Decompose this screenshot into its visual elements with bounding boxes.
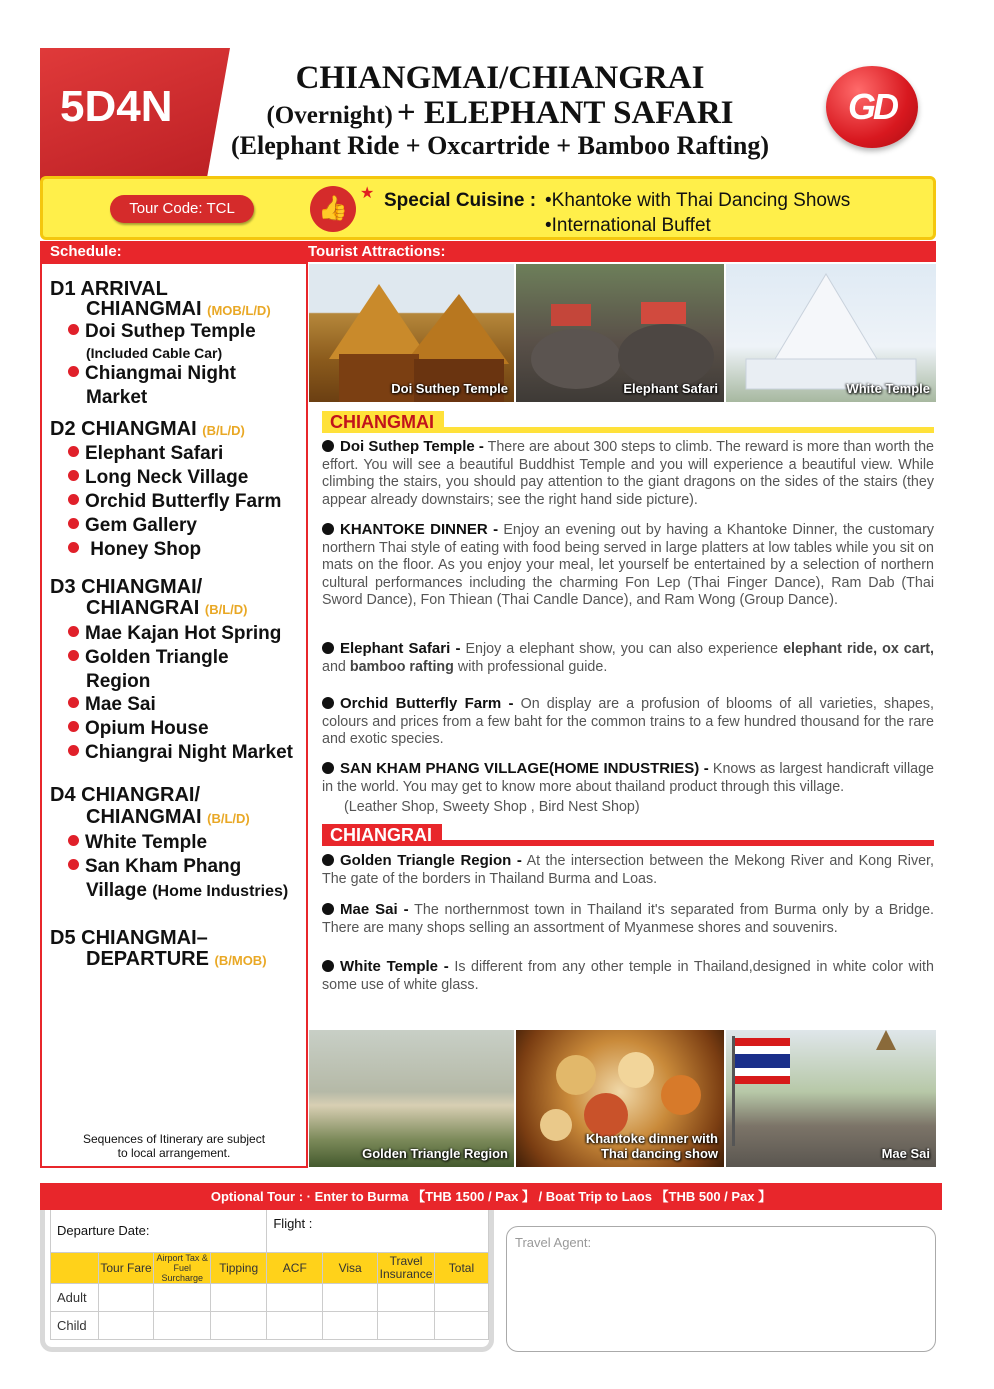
day-3-line-2: CHIANGRAI (86, 597, 200, 619)
cell[interactable] (267, 1283, 323, 1311)
item-text: Region (86, 671, 151, 692)
col-acf: ACF (267, 1252, 323, 1283)
row-child: Child (51, 1311, 99, 1339)
item-sub: (Included Cable Car) (86, 345, 223, 361)
fare-header-row (51, 1252, 489, 1283)
tour-code-pill: Tour Code: TCL (110, 195, 254, 223)
attraction-text: and (322, 658, 346, 675)
special-cuisine-label: Special Cuisine : (384, 190, 537, 211)
attraction-khantoke (322, 521, 934, 610)
day-4-title (50, 785, 200, 805)
item-text: Village (86, 880, 147, 901)
attraction-text: There are about 300 steps to climb. The reward is more than worth the effort. You will see a beautiful Buddhist Temple and you will experience a beautiful view. While climbing the stairs, you should pay attention to the giant dragons on the sides of the stairs (they appear already downstairs; see the right hand side picture). (322, 439, 934, 508)
list-item (68, 622, 281, 645)
item-text: Chiangrai Night Market (85, 742, 293, 763)
item-text: Doi Suthep Temple (85, 321, 256, 342)
day-3-meal: (B/L/D) (204, 602, 248, 617)
day-2-title (50, 419, 245, 441)
title-elephant-safari: + ELEPHANT SAFARI (396, 95, 734, 131)
caption-mae-sai: Mae Sai (881, 1146, 930, 1161)
caption-doi-suthep: Doi Suthep Temple (391, 381, 508, 396)
item-text: Orchid Butterfly Farm (85, 491, 282, 512)
list-item (68, 741, 293, 764)
cell[interactable] (323, 1283, 378, 1311)
cell[interactable] (154, 1311, 210, 1339)
item-text: Long Neck Village (85, 467, 249, 488)
cell[interactable] (210, 1311, 266, 1339)
cell[interactable] (434, 1311, 488, 1339)
travel-agent-box[interactable] (506, 1226, 936, 1352)
cell[interactable] (378, 1311, 435, 1339)
day-4-line-1: D4 CHIANGRAI/ (50, 784, 201, 806)
travel-agent-label: Travel Agent: (515, 1235, 592, 1250)
cell[interactable] (154, 1283, 210, 1311)
cell[interactable] (434, 1283, 488, 1311)
day-2-line-1: D2 CHIANGMAI (50, 418, 197, 440)
cell[interactable] (323, 1311, 378, 1339)
item-text: Opium House (85, 718, 209, 739)
col-tour-fare: Tour Fare (98, 1252, 154, 1283)
attraction-text: Enjoy an evening out by having a Khantoke Dinner, the customary northern Thai style of eating with food being served in large platters at low tables while you sit on mats on the floor. As you enjoy your meal, let yourself be entertained by a selection of northern cultural performances including the charming Fon Lep (Thai Finger Dance), Ram Dab (Thai Sword Dance), Fon Thiean (Thai Candle Dance), and Ram Wong (Group Dance). (322, 522, 934, 608)
list-item-cont (86, 879, 288, 903)
cell[interactable] (267, 1311, 323, 1339)
list-item (68, 646, 229, 669)
list-item-cont (86, 386, 147, 409)
day-5-title-2 (86, 949, 267, 971)
chiangrai-label: CHIANGRAI (322, 824, 442, 846)
attraction-heading: White Temple - (340, 958, 449, 975)
col-airport-tax: Airport Tax & Fuel Surcharge (154, 1252, 210, 1283)
col-tipping: Tipping (210, 1252, 266, 1283)
attraction-heading: Golden Triangle Region - (340, 852, 522, 869)
attraction-mae-sai (322, 901, 934, 937)
col-total: Total (434, 1252, 488, 1283)
attraction-heading: Mae Sai - (340, 901, 409, 918)
item-text: Mae Kajan Hot Spring (85, 623, 282, 644)
attraction-text: The northernmost town in Thailand it's separated from Burma only by a Bridge. There are many shops selling an assortment of Myanmese shores and souvenirs. (322, 902, 935, 936)
attraction-doi-suthep (322, 438, 934, 509)
caption-white-temple: White Temple (846, 381, 930, 396)
attraction-white-temple (322, 958, 934, 994)
day-5-line-2: DEPARTURE (86, 948, 209, 970)
day-4-line-2: CHIANGMAI (86, 806, 202, 828)
list-item (68, 514, 197, 537)
star-icon: ★ (360, 185, 375, 202)
day-1-line-1: D1 ARRIVAL (50, 278, 168, 300)
list-item-cont (86, 670, 150, 693)
title-overnight: (Overnight) (266, 102, 393, 129)
attraction-golden-triangle (322, 852, 934, 888)
attraction-heading: Orchid Butterfly Farm - (340, 695, 514, 712)
attraction-text: Is different from any other temple in Thailand,designed in white color with some use of white glass. (322, 959, 934, 993)
item-text: Gem Gallery (85, 515, 197, 536)
photo-mae-sai (726, 1030, 936, 1167)
table-row (51, 1311, 489, 1339)
schedule-panel (40, 262, 308, 1168)
item-text: Chiangmai Night (85, 363, 236, 384)
note-line-2: to local arrangement. (117, 1146, 231, 1160)
attraction-heading: Doi Suthep Temple - (340, 438, 484, 455)
list-item (68, 831, 207, 854)
logo-text: GD (848, 86, 896, 127)
cuisine-item-2: •International Buffet (545, 215, 711, 236)
fare-table (50, 1210, 489, 1340)
list-item (68, 466, 248, 489)
col-visa: Visa (323, 1252, 378, 1283)
photo-doi-suthep (309, 264, 514, 402)
item-text: San Kham Phang (85, 856, 242, 877)
attraction-text: At the intersection between the Mekong River and Kong River, The gate of the borders in Thailand Burma and Loas. (322, 853, 934, 887)
caption-line-2: Thai dancing show (600, 1146, 718, 1161)
note-line-1: Sequences of Itinerary are subject (82, 1132, 266, 1146)
list-item (68, 855, 241, 878)
attraction-text: Knows as largest handicraft village in the world. You may get to know more about thailand product through this village. (322, 761, 934, 795)
title-line-1: CHIANGMAI/CHIANGRAI (295, 60, 705, 96)
list-item (68, 490, 281, 513)
day-2-meal: (B/L/D) (202, 423, 245, 438)
day-5-meal: (B/MOB) (214, 953, 267, 968)
attraction-san-kham-phang (322, 760, 934, 817)
attraction-emphasis: bamboo rafting (349, 658, 454, 675)
itinerary-note (42, 1132, 306, 1160)
day-5-line-1: D5 CHIANGMAI– (50, 927, 208, 949)
day-1-title (50, 279, 168, 299)
caption-khantoke (586, 1131, 718, 1161)
attraction-heading: SAN KHAM PHANG VILLAGE(HOME INDUSTRIES) - (340, 760, 709, 777)
duration-text: 5D4N (60, 82, 173, 131)
attraction-text: On display are a profusion of blooms of all varieties, shapes, colours and prices from a few baht for the common trains to a few hundred thousand for the rare and exotic species. (322, 696, 934, 747)
section-header-bar (40, 241, 936, 262)
row-adult: Adult (51, 1283, 99, 1311)
attraction-text: with professional guide. (457, 658, 608, 675)
item-text: Honey Shop (90, 539, 202, 560)
title-line-3: (Elephant Ride + Oxcartride + Bamboo Rafting) (230, 131, 770, 160)
fare-box (40, 1210, 494, 1352)
optional-tour-bar: Optional Tour : · Enter to Burma 【THB 1500 / Pax 】 / Boat Trip to Laos 【THB 500 / Pax 】 (40, 1183, 942, 1210)
day-1-title-2 (86, 299, 271, 321)
day-1-meal: (MOB/L/D) (207, 303, 271, 318)
photo-golden-triangle (309, 1030, 514, 1167)
attraction-elephant-safari (322, 640, 934, 676)
day-3-title-2 (86, 598, 248, 620)
attraction-heading: Elephant Safari - (340, 640, 461, 657)
day-3-title (50, 577, 202, 597)
item-sub: (Home Industries) (152, 883, 289, 900)
item-text: Mae Sai (85, 694, 156, 715)
attraction-orchid-farm (322, 695, 934, 749)
day-1-line-2: CHIANGMAI (86, 298, 202, 320)
photo-elephant-safari (516, 264, 724, 402)
photo-khantoke (516, 1030, 724, 1167)
day-4-meal: (B/L/D) (207, 811, 250, 826)
list-item (68, 538, 201, 561)
list-item (68, 320, 256, 343)
cell[interactable] (98, 1283, 154, 1311)
flight-label: Flight : (267, 1210, 489, 1252)
thumbs-up-icon: 👍 (310, 186, 356, 232)
day-4-title-2 (86, 807, 250, 829)
item-text: Golden Triangle (85, 647, 229, 668)
attraction-heading: KHANTOKE DINNER - (340, 521, 499, 538)
attraction-shops: (Leather Shop, Sweety Shop , Bird Nest Shop) (344, 799, 640, 815)
caption-elephant-safari: Elephant Safari (623, 381, 718, 396)
day-5-title (50, 928, 208, 948)
title-line-2 (230, 95, 770, 132)
table-row (51, 1283, 489, 1311)
attractions-label: Tourist Attractions: (308, 243, 446, 260)
chiangmai-label: CHIANGMAI (322, 411, 444, 433)
departure-date-label: Departure Date: (51, 1210, 267, 1252)
item-text: White Temple (85, 832, 208, 853)
list-item (68, 693, 156, 716)
attraction-text: Enjoy a elephant show, you can also experience (465, 641, 779, 657)
cell[interactable] (378, 1283, 435, 1311)
day-3-line-1: D3 CHIANGMAI/ (50, 576, 203, 598)
item-text: Market (86, 387, 148, 408)
schedule-label: Schedule: (50, 243, 122, 260)
caption-golden-triangle: Golden Triangle Region (362, 1146, 508, 1161)
item-text: Elephant Safari (85, 443, 224, 464)
col-travel-insurance: Travel Insurance (378, 1252, 435, 1283)
list-item (68, 362, 236, 385)
list-item (68, 717, 209, 740)
gd-logo (826, 66, 918, 148)
chiangmai-header (322, 411, 934, 433)
cell[interactable] (98, 1311, 154, 1339)
attraction-emphasis: elephant ride, ox cart, (783, 641, 935, 657)
cell[interactable] (210, 1283, 266, 1311)
list-item (68, 442, 223, 465)
chiangrai-header (322, 824, 934, 846)
caption-line-1: Khantoke dinner with (585, 1131, 718, 1146)
cuisine-item-1: •Khantoke with Thai Dancing Shows (545, 190, 851, 211)
header-empty (51, 1252, 99, 1283)
photo-white-temple (726, 264, 936, 402)
